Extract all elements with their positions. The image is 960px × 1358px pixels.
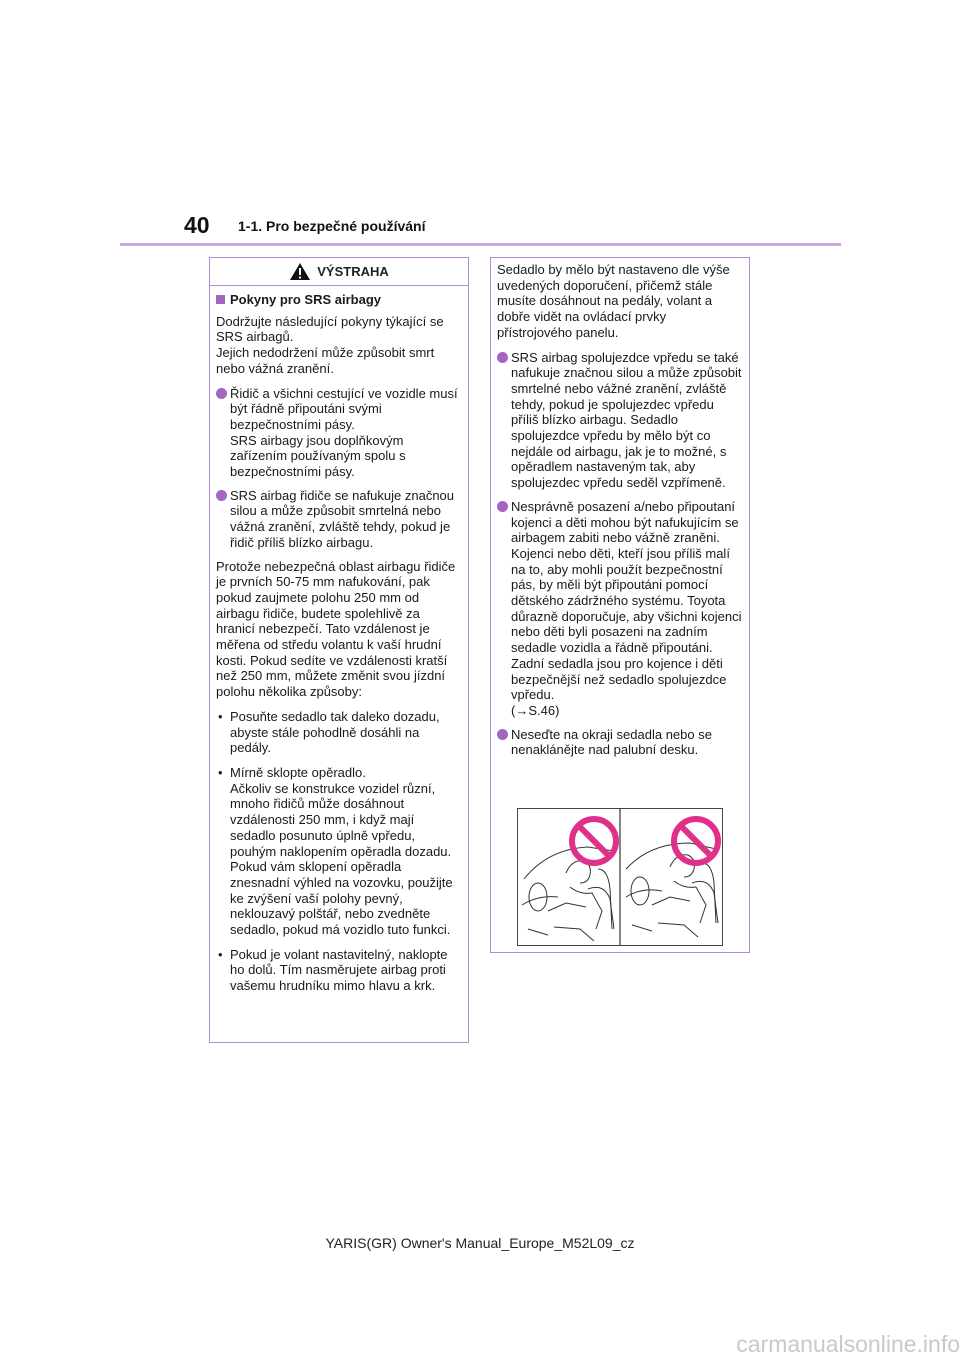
- round-bullet-icon: [216, 490, 227, 501]
- warning-bullet: [497, 727, 743, 758]
- illustration: [517, 808, 723, 946]
- warning-bullet: [216, 488, 462, 551]
- round-bullet-icon: [497, 501, 508, 512]
- continued-intro: Sedadlo by mělo být nastaveno dle výše uvedených doporučení, přičemž stále musíte dosáhnout na pedály, volant a dobře vidět na ovládací prvky přístrojového panelu.: [497, 262, 730, 340]
- warning-bullet-text: Řidič a všichni cestující ve vozidle musí být řádně připoutáni svými bezpečnostními pásy.: [230, 385, 458, 432]
- warning-bullet-text: SRS airbag řidiče se nafukuje značnou silou a může způsobit smrtelná nebo vážná zranění, zvláště tehdy, pokud je řidič příliš blízko airbagu.: [230, 487, 455, 550]
- warning-bullet-text: Neseďte na okraji sedadla nebo se nenaklánějte nad palubní desku.: [511, 726, 712, 758]
- warning-paragraph: Protože nebezpečná oblast airbagu řidiče je prvních 50-75 mm nafukování, pak pokud zaujmete polohu 250 mm od airbagu řidiče, budete spolehlivě za hranicí nebezpečí. Tato vzdálenost je měřena od středu volantu k vaší hrudní kosti. Pokud sedíte ve vzdálenosti kratší než 250 mm, můžete změnit svou jízdní polohu několika způsoby:: [216, 558, 456, 700]
- dash-item-text: Mírně sklopte opěradlo.: [230, 764, 366, 780]
- warning-content: [210, 286, 468, 994]
- dash-item-text: Posuňte sedadlo tak daleko dozadu, abyste stále pohodlně dosáhli na pedály.: [230, 708, 440, 756]
- warning-bullet-text: SRS airbagy jsou doplňkovým zařízením používaným spolu s bezpečnostními pásy.: [230, 432, 406, 480]
- dash-item-text: Ačkoliv se konstrukce vozidel různí, mnoho řidičů může dosáhnout vzdálenosti 250 mm, i když mají sedadlo posunuto úplně vpředu, pouhým naklopením opěradla dozadu. Pokud vám sklopení opěradla znesnadní výhled na vozovku, použijte ke zvýšení vaší polohy pevný, neklouzavý polštář, nebo zvedněte sedadlo, pokud má vozidlo tuto funkci.: [230, 780, 453, 938]
- warning-bullet: [216, 386, 462, 480]
- page-number: 40: [184, 212, 210, 238]
- header-rule: [120, 243, 841, 246]
- warning-bullet: [497, 499, 743, 719]
- dash-item: [216, 709, 462, 756]
- warning-intro-line: Jejich nedodržení může způsobit smrt nebo vážná zranění.: [216, 345, 435, 376]
- dash-mark: •: [218, 946, 223, 962]
- prohibited-sign-icon: [568, 815, 620, 867]
- warning-bullet-text: SRS airbag spolujezdce vpředu se také nafukuje značnou silou a může způsobit smrtelné nebo vážné zranění, zvláště tehdy, pokud je spolujezdec vpředu příliš blízko airbagu. Sedadlo spolujezdce vpředu by mělo být co nejdále od airbagu, jak je to možné, s opěradlem nastaveným tak, aby spolujezdec vpředu seděl vzpřímeně.: [511, 349, 742, 491]
- warning-bullet-text: Nesprávně posazení a/nebo připoutaní kojenci a děti mohou být nafukujícím se airbagem zabiti nebo vážně zraněni. Kojenci nebo děti, kteří jsou příliš malí na to, aby mohli použít bezpečnostní pás, by měli být připoutáni pomocí dětského zádržného systému. Toyota důrazně doporučuje, aby všichni kojenci nebo děti byli posazeni na zadním sedadle vozidla a řádně připoutáni. Zadní sedadla jsou pro kojence i děti bezpečnější než sedadlo spolujezdce vpředu.: [511, 498, 742, 703]
- section-title: 1-1. Pro bezpečné používání: [238, 218, 426, 234]
- page-reference[interactable]: (→S.46): [511, 702, 560, 718]
- warning-subheading-text: Pokyny pro SRS airbagy: [230, 292, 381, 307]
- round-bullet-icon: [497, 729, 508, 740]
- round-bullet-icon: [497, 352, 508, 363]
- warning-title: VÝSTRAHA: [317, 264, 389, 279]
- dash-mark: •: [218, 764, 223, 780]
- dash-item: [216, 765, 462, 938]
- warning-triangle-icon: [289, 262, 311, 281]
- dash-item: [216, 947, 462, 994]
- footer-manual-id: YARIS(GR) Owner's Manual_Europe_M52L09_cz: [325, 1235, 635, 1251]
- warning-box: [209, 257, 469, 1043]
- warning-intro: [216, 314, 462, 377]
- round-bullet-icon: [216, 388, 227, 399]
- warning-header: [210, 258, 468, 286]
- watermark: carmanualsonline.info: [736, 1331, 960, 1357]
- square-bullet-icon: [216, 295, 225, 304]
- warning-box-continued: [490, 257, 750, 953]
- warning-intro-line: Dodržujte následující pokyny týkající se SRS airbagů.: [216, 313, 444, 345]
- dash-mark: •: [218, 708, 223, 724]
- dash-item-text: Pokud je volant nastavitelný, naklopte ho dolů. Tím nasměrujete airbag proti vašemu hrudníku mimo hlavu a krk.: [230, 946, 448, 994]
- warning-subheading: [216, 292, 462, 308]
- warning-content-continued: [491, 258, 749, 758]
- warning-bullet: [497, 350, 743, 491]
- prohibited-sign-icon: [670, 815, 722, 867]
